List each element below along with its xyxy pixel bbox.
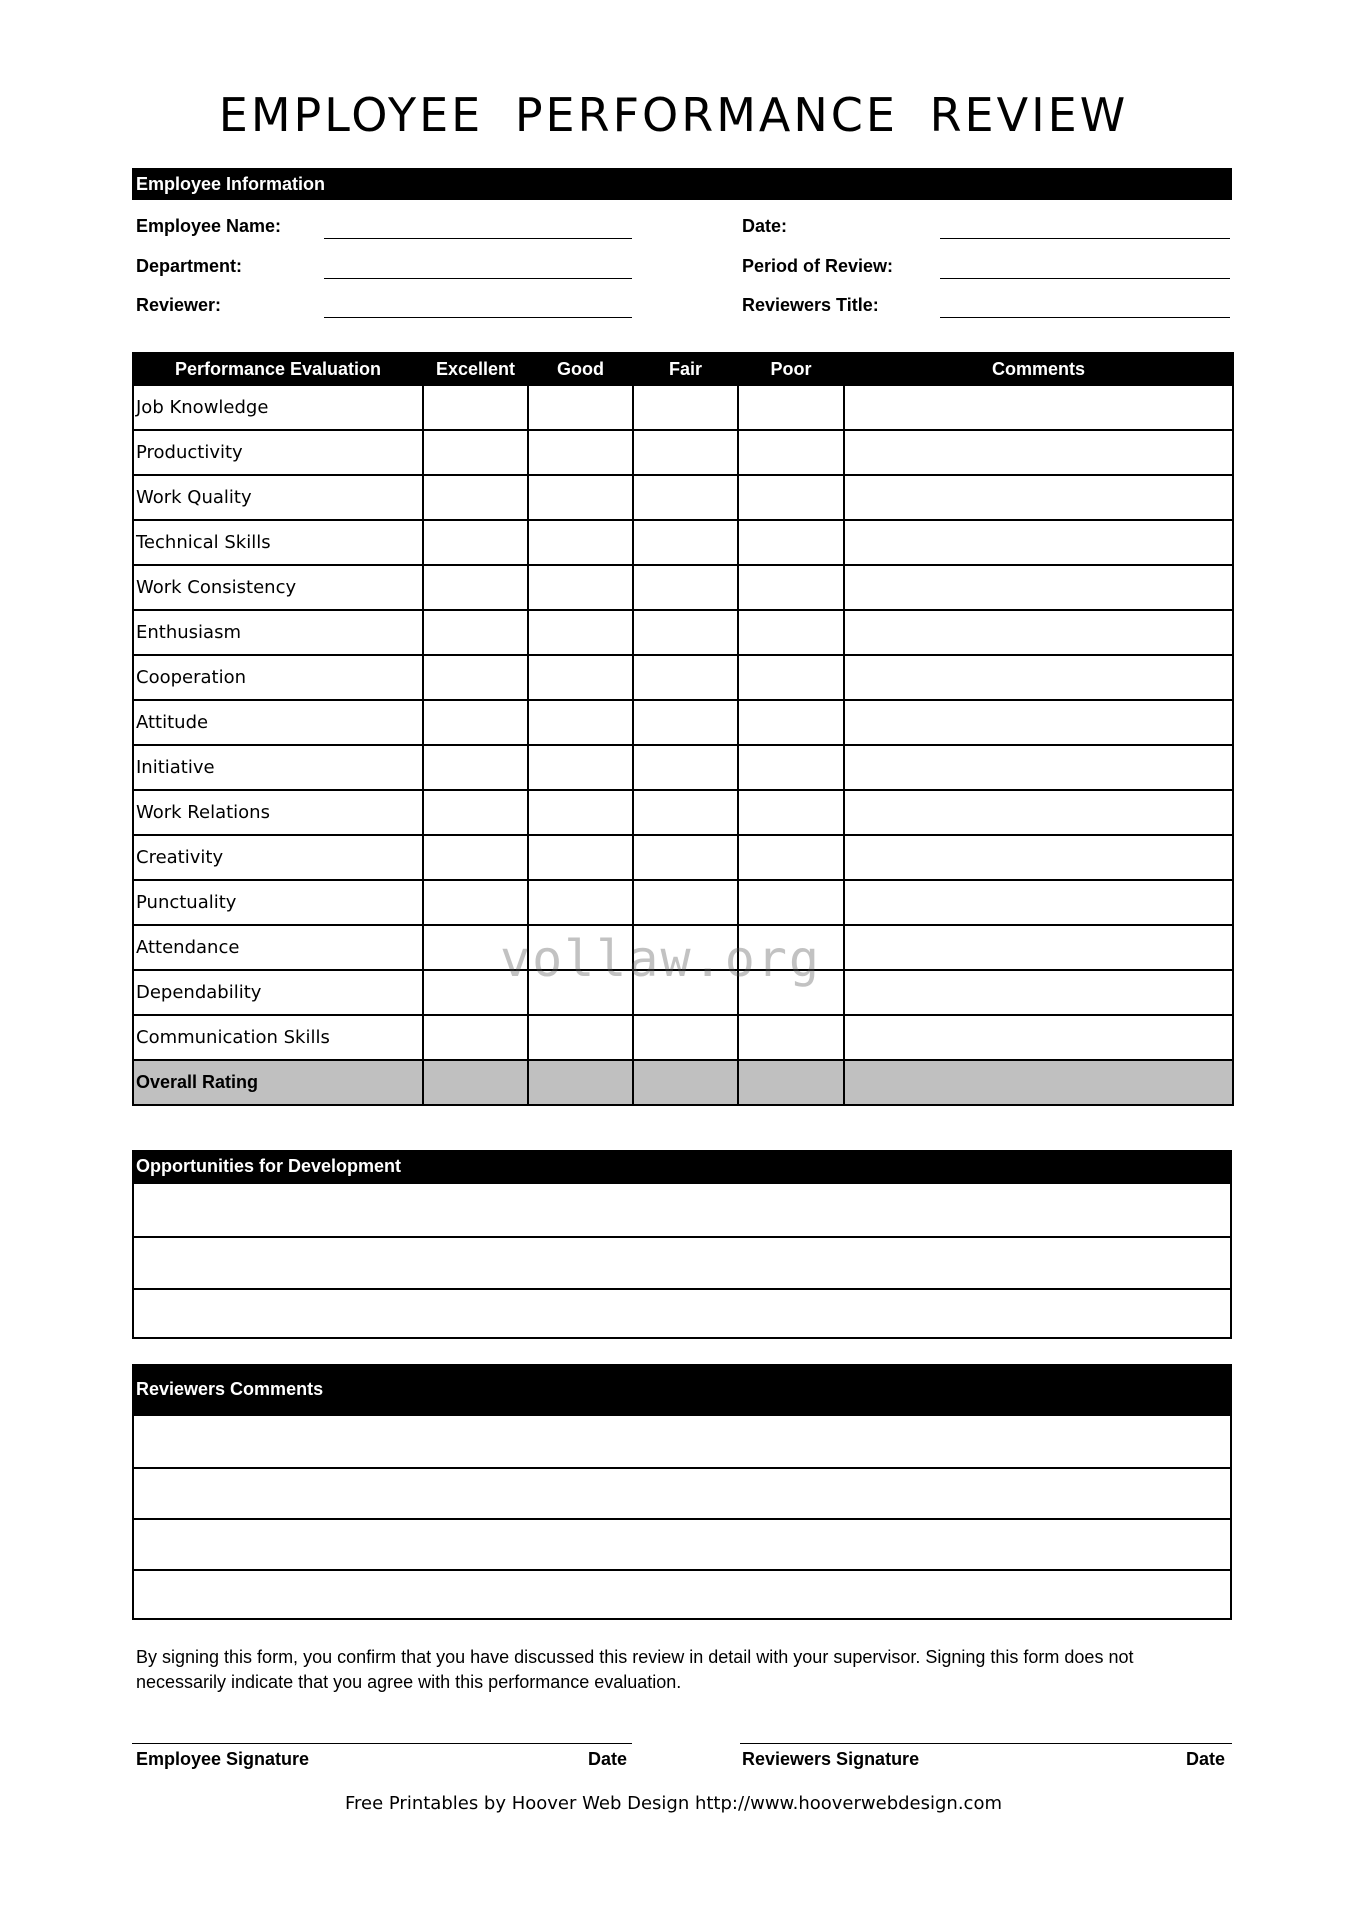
good-cell[interactable] <box>528 520 633 565</box>
poor-cell[interactable] <box>738 385 844 430</box>
good-cell[interactable] <box>528 475 633 520</box>
criterion-label: Work Quality <box>133 475 423 520</box>
excellent-cell[interactable] <box>423 745 528 790</box>
development-line[interactable] <box>134 1288 1230 1337</box>
watermark: vollaw.org <box>500 930 822 988</box>
evaluation-row <box>133 880 1233 925</box>
employee-name-label: Employee Name: <box>136 216 282 236</box>
poor-cell[interactable] <box>738 880 844 925</box>
reviewer-comments-box <box>132 1414 1232 1620</box>
excellent-cell[interactable] <box>423 385 528 430</box>
development-line[interactable] <box>134 1184 1230 1236</box>
development-line[interactable] <box>134 1236 1230 1288</box>
comments-cell[interactable] <box>844 970 1233 1015</box>
excellent-cell[interactable] <box>423 475 528 520</box>
evaluation-row <box>133 520 1233 565</box>
comments-cell[interactable] <box>844 430 1233 475</box>
good-cell[interactable] <box>528 835 633 880</box>
reviewer-comment-line[interactable] <box>134 1569 1230 1618</box>
reviewer-comment-line[interactable] <box>134 1416 1230 1467</box>
reviewer-comment-line[interactable] <box>134 1467 1230 1518</box>
comments-cell[interactable] <box>844 385 1233 430</box>
good-cell[interactable] <box>528 430 633 475</box>
comments-cell[interactable] <box>844 565 1233 610</box>
criterion-label: Work Consistency <box>133 565 423 610</box>
page-title: EMPLOYEE PERFORMANCE REVIEW <box>218 88 1129 142</box>
employee-signature-line[interactable] <box>132 1743 632 1744</box>
fair-cell[interactable] <box>633 385 738 430</box>
fair-cell[interactable] <box>633 475 738 520</box>
fair-cell[interactable] <box>633 655 738 700</box>
criterion-label: Punctuality <box>133 880 423 925</box>
comments-cell[interactable] <box>844 880 1233 925</box>
excellent-cell[interactable] <box>423 700 528 745</box>
criterion-label: Attitude <box>133 700 423 745</box>
poor-cell[interactable] <box>738 700 844 745</box>
good-cell[interactable] <box>528 565 633 610</box>
fair-cell[interactable] <box>633 835 738 880</box>
overall-good-cell[interactable] <box>528 1060 633 1105</box>
date-label: Date: <box>742 216 788 236</box>
comments-cell[interactable] <box>844 700 1233 745</box>
fair-cell[interactable] <box>633 1015 738 1060</box>
column-header-excellent: Excellent <box>423 353 528 385</box>
good-cell[interactable] <box>528 655 633 700</box>
criterion-label: Creativity <box>133 835 423 880</box>
poor-cell[interactable] <box>738 745 844 790</box>
reviewer-label: Reviewer: <box>136 295 222 315</box>
criterion-label: Initiative <box>133 745 423 790</box>
good-cell[interactable] <box>528 610 633 655</box>
poor-cell[interactable] <box>738 835 844 880</box>
excellent-cell[interactable] <box>423 430 528 475</box>
criterion-label: Enthusiasm <box>133 610 423 655</box>
poor-cell[interactable] <box>738 790 844 835</box>
excellent-cell[interactable] <box>423 565 528 610</box>
evaluation-row <box>133 430 1233 475</box>
department-label: Department: <box>136 256 243 276</box>
reviewer-signature-label: Reviewers Signature <box>742 1749 920 1769</box>
evaluation-table <box>132 352 1234 1106</box>
development-box <box>132 1182 1232 1339</box>
excellent-cell[interactable] <box>423 610 528 655</box>
criterion-label: Attendance <box>133 925 423 970</box>
criterion-label: Dependability <box>133 970 423 1015</box>
column-header-poor: Poor <box>738 353 844 385</box>
reviewer-signature-line[interactable] <box>740 1743 1232 1744</box>
overall-rating-label: Overall Rating <box>133 1060 423 1105</box>
poor-cell[interactable] <box>738 565 844 610</box>
comments-cell[interactable] <box>844 520 1233 565</box>
fair-cell[interactable] <box>633 745 738 790</box>
excellent-cell[interactable] <box>423 880 528 925</box>
criterion-label: Cooperation <box>133 655 423 700</box>
evaluation-row <box>133 385 1233 430</box>
criterion-label: Communication Skills <box>133 1015 423 1060</box>
poor-cell[interactable] <box>738 655 844 700</box>
reviewer-comments-header: Reviewers Comments <box>132 1364 1232 1414</box>
fair-cell[interactable] <box>633 520 738 565</box>
criterion-label: Job Knowledge <box>133 385 423 430</box>
good-cell[interactable] <box>528 790 633 835</box>
period-field[interactable] <box>940 278 1230 279</box>
criterion-label: Work Relations <box>133 790 423 835</box>
excellent-cell[interactable] <box>423 790 528 835</box>
date-field[interactable] <box>940 238 1230 239</box>
good-cell[interactable] <box>528 880 633 925</box>
excellent-cell[interactable] <box>423 655 528 700</box>
poor-cell[interactable] <box>738 520 844 565</box>
overall-rating-row <box>133 1060 1233 1105</box>
comments-cell[interactable] <box>844 1015 1233 1060</box>
excellent-cell[interactable] <box>423 520 528 565</box>
evaluation-row <box>133 655 1233 700</box>
comments-cell[interactable] <box>844 925 1233 970</box>
comments-cell[interactable] <box>844 745 1233 790</box>
poor-cell[interactable] <box>738 610 844 655</box>
criterion-label: Productivity <box>133 430 423 475</box>
overall-excellent-cell[interactable] <box>423 1060 528 1105</box>
good-cell[interactable] <box>528 1015 633 1060</box>
reviewer-comment-line[interactable] <box>134 1518 1230 1569</box>
good-cell[interactable] <box>528 700 633 745</box>
column-header-criterion: Performance Evaluation <box>133 353 423 385</box>
comments-cell[interactable] <box>844 655 1233 700</box>
fair-cell[interactable] <box>633 700 738 745</box>
evaluation-body <box>133 385 1233 1105</box>
column-header-comments: Comments <box>844 353 1233 385</box>
excellent-cell[interactable] <box>423 835 528 880</box>
reviewer-date-label: Date <box>1186 1749 1226 1769</box>
evaluation-row <box>133 565 1233 610</box>
development-header: Opportunities for Development <box>132 1150 1232 1182</box>
good-cell[interactable] <box>528 385 633 430</box>
overall-poor-cell[interactable] <box>738 1060 844 1105</box>
poor-cell[interactable] <box>738 430 844 475</box>
employee-name-field[interactable] <box>324 238 632 239</box>
excellent-cell[interactable] <box>423 1015 528 1060</box>
disclaimer-text: By signing this form, you confirm that you have discussed this review in detail with your supervisor. Signing this form does not necessarily indicate that you agree with this performance evaluation. <box>136 1647 1134 1692</box>
poor-cell[interactable] <box>738 1015 844 1060</box>
evaluation-row <box>133 835 1233 880</box>
column-header-fair: Fair <box>633 353 738 385</box>
poor-cell[interactable] <box>738 475 844 520</box>
footer-credit: Free Printables by Hoover Web Design http://www.hooverwebdesign.com <box>344 1793 1003 1814</box>
comments-cell[interactable] <box>844 475 1233 520</box>
criterion-label: Technical Skills <box>133 520 423 565</box>
fair-cell[interactable] <box>633 790 738 835</box>
period-label: Period of Review: <box>742 256 894 276</box>
overall-fair-cell[interactable] <box>633 1060 738 1105</box>
evaluation-header-row <box>133 353 1233 385</box>
comments-cell[interactable] <box>844 835 1233 880</box>
reviewers-title-label: Reviewers Title: <box>742 295 879 315</box>
evaluation-row <box>133 475 1233 520</box>
comments-cell[interactable] <box>844 610 1233 655</box>
department-field[interactable] <box>324 278 632 279</box>
fair-cell[interactable] <box>633 565 738 610</box>
fair-cell[interactable] <box>633 880 738 925</box>
column-header-good: Good <box>528 353 633 385</box>
employee-info-header: Employee Information <box>132 168 1232 200</box>
fair-cell[interactable] <box>633 610 738 655</box>
evaluation-row <box>133 745 1233 790</box>
employee-date-label: Date <box>588 1749 628 1769</box>
evaluation-row <box>133 790 1233 835</box>
evaluation-row <box>133 1015 1233 1060</box>
evaluation-row <box>133 610 1233 655</box>
employee-signature-label: Employee Signature <box>136 1749 310 1769</box>
good-cell[interactable] <box>528 745 633 790</box>
reviewers-title-field[interactable] <box>940 317 1230 318</box>
comments-cell[interactable] <box>844 790 1233 835</box>
reviewer-field[interactable] <box>324 317 632 318</box>
fair-cell[interactable] <box>633 430 738 475</box>
overall-comments-cell[interactable] <box>844 1060 1233 1105</box>
evaluation-row <box>133 700 1233 745</box>
